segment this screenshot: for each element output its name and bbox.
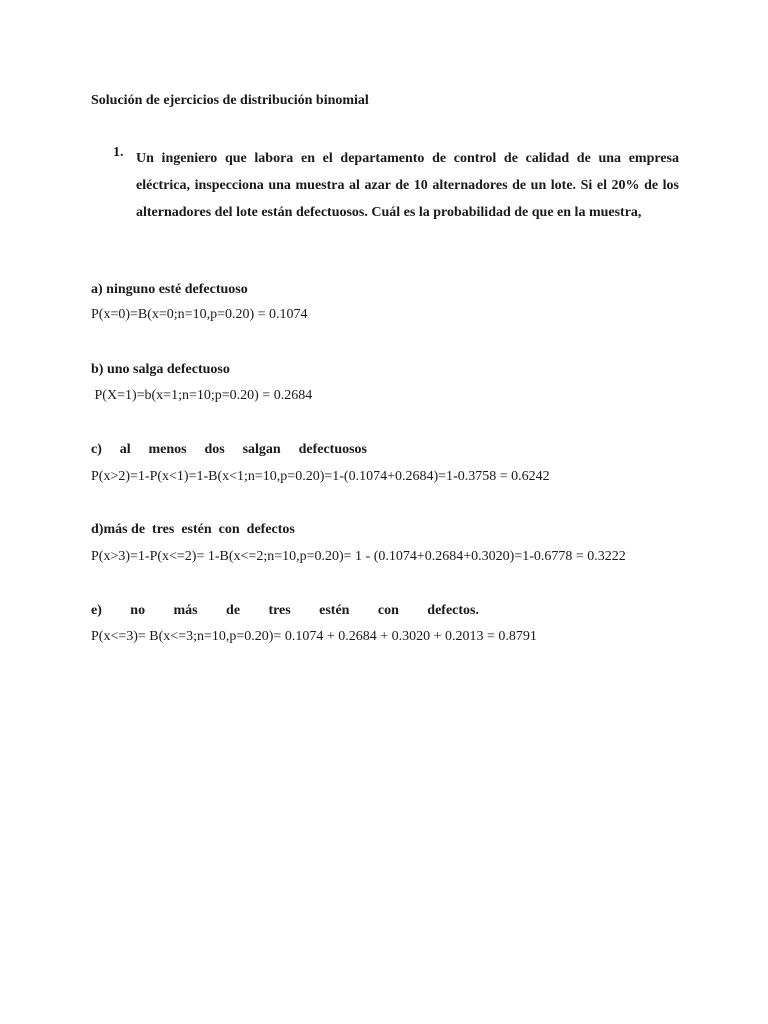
part-e-word: defectos. bbox=[427, 603, 479, 618]
part-c-word: al bbox=[119, 442, 131, 457]
part-e-word: tres bbox=[268, 603, 291, 618]
part-c-heading bbox=[91, 442, 367, 458]
part-e-word: e) bbox=[91, 603, 102, 618]
part-c-formula: P(x>2)=1-P(x<1)=1-B(x<1;n=10,p=0.20)=1-(0.1074+0.2684)=1-0.3758 = 0.6242 bbox=[91, 469, 550, 484]
part-b-formula: P(X=1)=b(x=1;n=10;p=0.20) = 0.2684 bbox=[91, 388, 313, 403]
part-a-heading: a) ninguno esté defectuoso bbox=[91, 282, 248, 297]
part-e-word: estén bbox=[319, 603, 350, 618]
part-e-word: de bbox=[226, 603, 241, 618]
part-c-word: salgan bbox=[242, 442, 281, 457]
problem-number: 1. bbox=[113, 145, 124, 160]
document-title: Solución de ejercicios de distribución binomial bbox=[91, 93, 369, 108]
part-e-word: más bbox=[173, 603, 198, 618]
part-d-formula: P(x>3)=1-P(x<=2)= 1-B(x<=2;n=10,p=0.20)= 1 - (0.1074+0.2684+0.3020)=1-0.6778 = 0.3222 bbox=[91, 549, 626, 564]
part-e-formula: P(x<=3)= B(x<=3;n=10,p=0.20)= 0.1074 + 0.2684 + 0.3020 + 0.2013 = 0.8791 bbox=[91, 629, 537, 644]
part-b-heading: b) uno salga defectuoso bbox=[91, 362, 230, 377]
part-a-formula: P(x=0)=B(x=0;n=10,p=0.20) = 0.1074 bbox=[91, 307, 308, 322]
part-c-word: c) bbox=[91, 442, 102, 457]
part-c-word: dos bbox=[204, 442, 225, 457]
part-c-word: menos bbox=[148, 442, 187, 457]
problem-1 bbox=[113, 145, 679, 226]
part-e-word: no bbox=[130, 603, 146, 618]
part-e-word: con bbox=[377, 603, 399, 618]
part-e-heading bbox=[91, 603, 479, 619]
part-d-heading: d)más de tres estén con defectos bbox=[91, 522, 295, 537]
part-c-word: defectuosos bbox=[298, 442, 367, 457]
problem-statement: Un ingeniero que labora en el departamento de control de calidad de una empresa eléctrica, inspecciona una muestra al azar de 10 alternadores de un lote. Si el 20% de los alternadores del lote están defectuosos. Cuál es la probabilidad de que en la muestra, bbox=[136, 151, 679, 220]
